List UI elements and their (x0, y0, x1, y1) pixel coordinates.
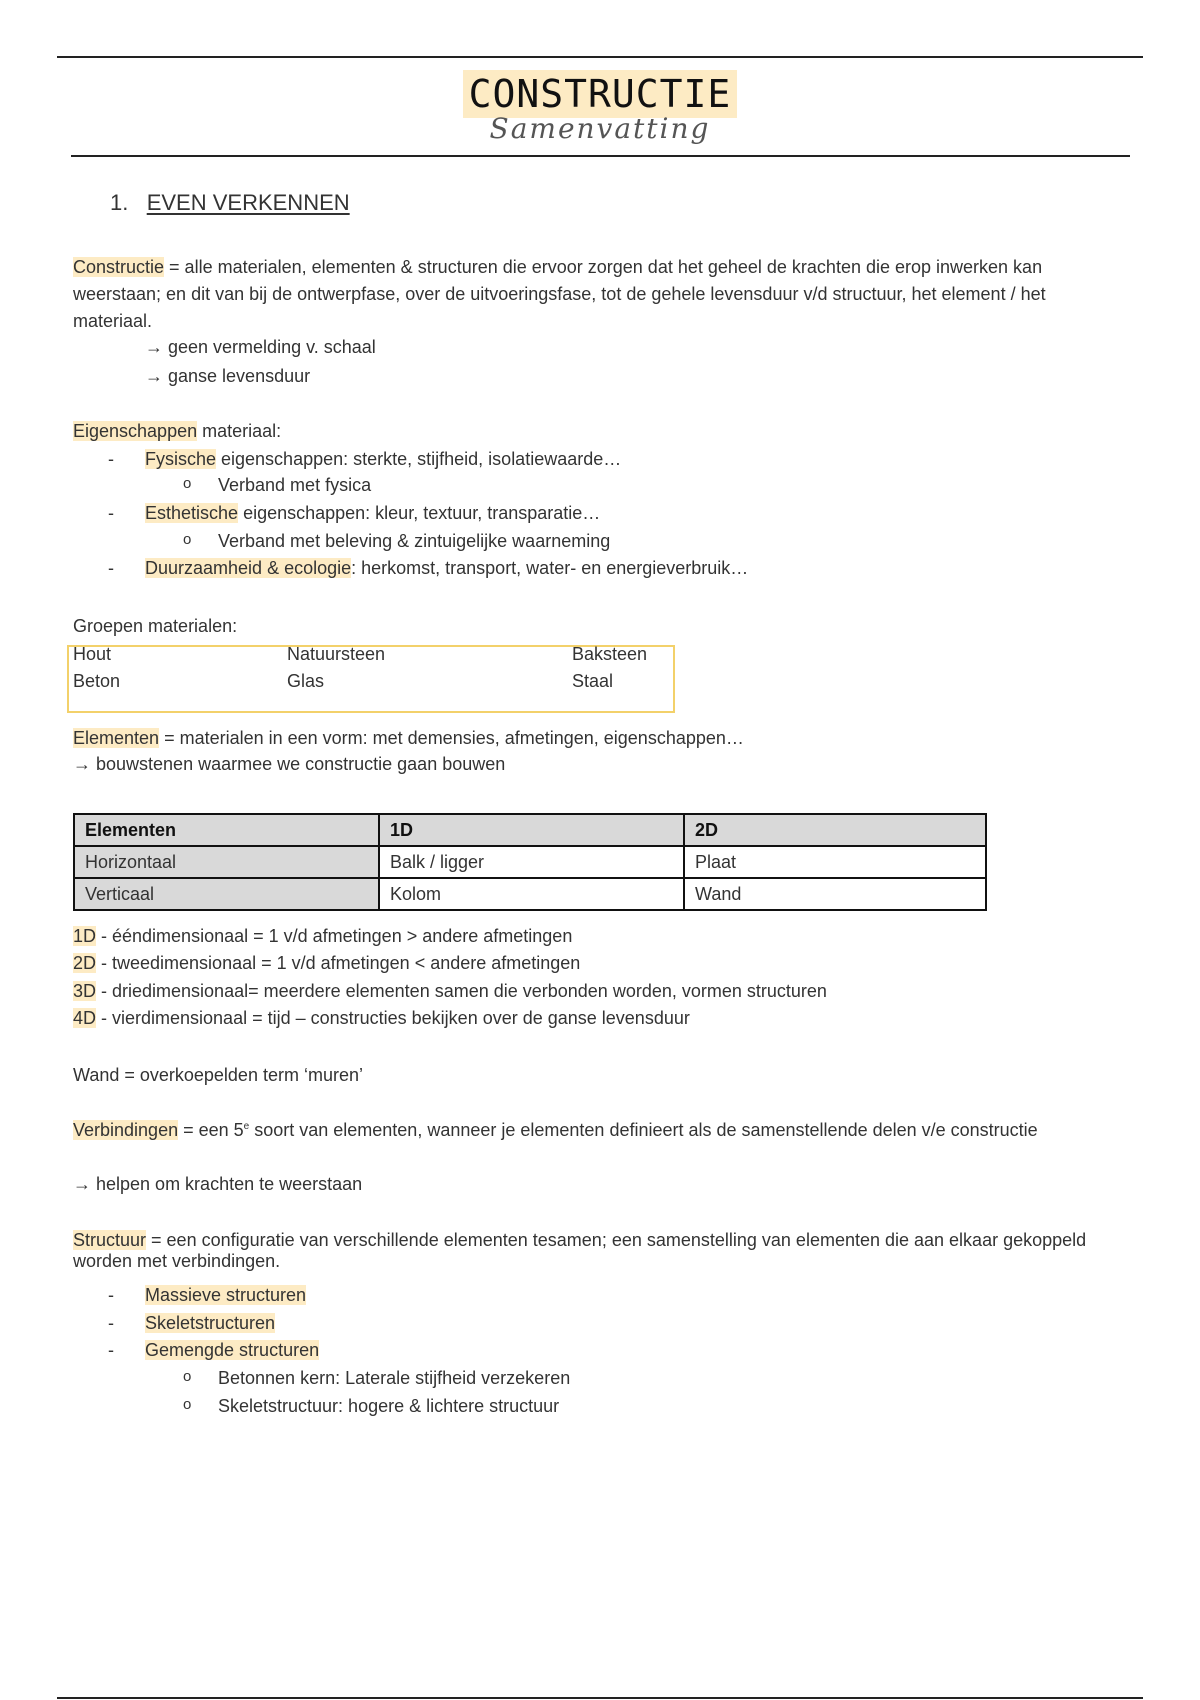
eigenschappen-term: Eigenschappen (73, 421, 198, 441)
constructie-note-2: → ganse levensduur (145, 366, 311, 386)
bottom-rule (57, 1697, 1143, 1699)
eigenschap-sub-2: Verband met beleving & zintuigelijke waarneming (218, 531, 611, 551)
structuur-term: Structuur (73, 1230, 147, 1250)
dimensie-4d (73, 1008, 690, 1029)
dimensie-text: - tweedimensionaal = 1 v/d afmetingen < andere afmetingen (96, 953, 581, 973)
material-hout: Hout (73, 644, 112, 664)
dimensie-text: - ééndimensionaal = 1 v/d afmetingen > andere afmetingen (96, 926, 573, 946)
eigenschappen-heading (73, 421, 281, 442)
eigenschap-text-1: eigenschappen: sterkte, stijfheid, isolatiewaarde… (216, 449, 622, 469)
dimensie-1d (73, 926, 572, 947)
eigenschap-text-3: : herkomst, transport, water- en energieverbruik… (351, 558, 749, 578)
table-cell: Kolom (379, 878, 684, 910)
dimensie-3d (73, 981, 827, 1002)
section-heading (110, 190, 350, 216)
structuur-definition: = een configuratie van verschillende elementen tesamen; een samenstelling van elementen die aan elkaar gekoppeld worden met verbindingen. (73, 1230, 1087, 1271)
structuur-item-1 (145, 1285, 306, 1306)
table-cell: Plaat (684, 846, 986, 878)
top-rule (57, 56, 1143, 58)
material-natuursteen: Natuursteen (287, 644, 386, 664)
table-header-row (74, 814, 986, 846)
circle-marker: o (183, 531, 192, 548)
verbindingen-def-b: soort van elementen, wanneer je elementen definieert als de samenstellende delen v/e constructie (249, 1120, 1038, 1140)
verbindingen-paragraph (73, 1120, 1083, 1141)
dimensie-key: 1D (73, 926, 97, 946)
groepen-label: Groepen materialen: (73, 616, 238, 636)
title-wrap (0, 70, 1200, 118)
eigenschappen-rest: materiaal: (197, 421, 282, 441)
circle-marker: o (183, 1396, 192, 1413)
material-glas: Glas (287, 671, 325, 691)
eigenschap-sub-1: Verband met fysica (218, 475, 372, 495)
section-number: 1. (110, 190, 129, 215)
constructie-note-1: → geen vermelding v. schaal (145, 337, 376, 357)
dimensie-2d (73, 953, 580, 974)
structuur-paragraph (73, 1230, 1123, 1272)
material-beton: Beton (73, 671, 121, 691)
verbindingen-note: → helpen om krachten te weerstaan (73, 1174, 363, 1194)
structuur-subitem-1: Betonnen kern: Laterale stijfheid verzekeren (218, 1368, 571, 1388)
table-header-cell: 1D (379, 814, 684, 846)
dash-marker: - (108, 1313, 114, 1333)
table-cell: Wand (684, 878, 986, 910)
structuur-item-text: Gemengde structuren (145, 1340, 320, 1360)
page-subtitle: Samenvatting (489, 112, 711, 145)
constructie-term: Constructie (73, 257, 165, 277)
wand-line: Wand = overkoepelden term ‘muren’ (73, 1065, 363, 1085)
eigenschap-item-2 (145, 503, 600, 524)
dash-marker: - (108, 1285, 114, 1305)
table-cell: Horizontaal (74, 846, 379, 878)
structuur-subitem-2: Skeletstructuur: hogere & lichtere structuur (218, 1396, 560, 1416)
eigenschap-item-1 (145, 449, 621, 470)
dash-marker: - (108, 449, 114, 469)
dimensie-text: - driedimensionaal= meerdere elementen samen die verbonden worden, vormen structuren (96, 981, 827, 1001)
structuur-item-text: Massieve structuren (145, 1285, 307, 1305)
dimensie-key: 3D (73, 981, 97, 1001)
structuur-item-3 (145, 1340, 319, 1361)
eigenschap-term-3: Duurzaamheid & ecologie (145, 558, 352, 578)
section-title: EVEN VERKENNEN (146, 190, 350, 215)
elementen-paragraph (73, 728, 744, 749)
table-row (74, 846, 986, 878)
constructie-definition: = alle materialen, elementen & structuren die ervoor zorgen dat het geheel de krachten die erop inwerken kan weerstaan; en dit van bij de ontwerpfase, over de uitvoeringsfase, tot de gehele levensduur v/d structuur, het element / het materiaal. (73, 257, 1046, 331)
eigenschap-item-3 (145, 558, 748, 579)
constructie-paragraph (73, 254, 1073, 335)
material-staal: Staal (572, 671, 614, 691)
table-cell: Balk / ligger (379, 846, 684, 878)
verbindingen-def-a: = een 5 (178, 1120, 244, 1140)
verbindingen-sup: e (243, 1121, 250, 1132)
table-row (74, 878, 986, 910)
page-title: CONSTRUCTIE (463, 70, 738, 118)
eigenschap-text-2: eigenschappen: kleur, textuur, transparatie… (238, 503, 601, 523)
circle-marker: o (183, 1368, 192, 1385)
dash-marker: - (108, 1340, 114, 1360)
elementen-definition: = materialen in een vorm: met demensies, afmetingen, eigenschappen… (159, 728, 744, 748)
structuur-item-2 (145, 1313, 275, 1334)
verbindingen-term: Verbindingen (73, 1120, 179, 1140)
elementen-term: Elementen (73, 728, 160, 748)
elements-table (73, 813, 987, 911)
elementen-note: → bouwstenen waarmee we constructie gaan bouwen (73, 754, 506, 774)
structuur-item-text: Skeletstructuren (145, 1313, 276, 1333)
title-rule (71, 155, 1130, 157)
table-header-cell: Elementen (74, 814, 379, 846)
dimensie-key: 4D (73, 1008, 97, 1028)
table-cell: Verticaal (74, 878, 379, 910)
dash-marker: - (108, 558, 114, 578)
material-baksteen: Baksteen (572, 644, 648, 664)
dash-marker: - (108, 503, 114, 523)
circle-marker: o (183, 475, 192, 492)
dimensie-text: - vierdimensionaal = tijd – constructies bekijken over de ganse levensduur (96, 1008, 690, 1028)
eigenschap-term-2: Esthetische (145, 503, 239, 523)
eigenschap-term-1: Fysische (145, 449, 217, 469)
table-header-cell: 2D (684, 814, 986, 846)
dimensie-key: 2D (73, 953, 97, 973)
